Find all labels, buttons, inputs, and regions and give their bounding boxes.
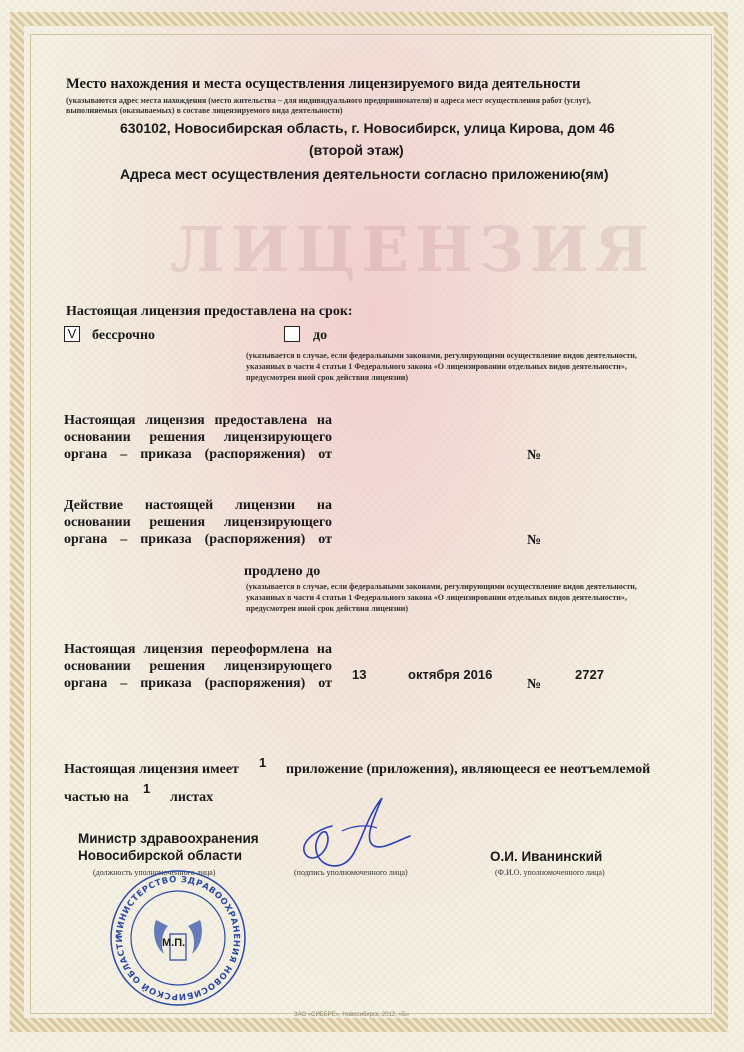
sheets-count: 1 [143, 781, 151, 796]
indefinite-checkbox: V [64, 326, 80, 342]
extended-note-line1: (указывается в случае, если федеральными законами, регулирующими осуществление видов деятельности, [246, 582, 637, 591]
extended-note-line3: предусмотрен иной срок действия лицензии) [246, 604, 409, 613]
reissued-number-label: № [527, 677, 542, 692]
address-line1: 630102, Новосибирская область, г. Новосибирск, улица Кирова, дом 46 [120, 120, 615, 136]
sheets-suffix: листах [170, 790, 214, 805]
address-line3: Адреса мест осуществления деятельности согласно приложению(ям) [120, 166, 609, 182]
extended-note-line2: указанных в части 4 статьи 1 Федерального закона «О лицензировании отдельных видов деятельности», [246, 593, 627, 602]
extended-number-label: № [527, 533, 542, 548]
extended-until-label: продлено до [244, 564, 321, 579]
position-line2: Новосибирской области [78, 848, 243, 863]
appendix-suffix: приложение (приложения), являющееся ее неотъемлемой [286, 762, 651, 777]
position-caption: (должность уполномоченного лица) [93, 868, 216, 877]
signature-caption: (подпись уполномоченного лица) [294, 868, 408, 877]
handwritten-signature [282, 786, 422, 876]
reissued-line1: Настоящая лицензия переоформлена на [64, 642, 332, 657]
name-caption: (Ф.И.О. уполномоченного лица) [495, 868, 605, 877]
svg-text:М.П.: М.П. [162, 937, 186, 949]
extended-line2: основании решения лицензирующего [64, 515, 332, 530]
extended-line3: органа – приказа (распоряжения) от [64, 532, 332, 547]
appendix-prefix: Настоящая лицензия имеет [64, 762, 239, 777]
granted-line3: органа – приказа (распоряжения) от [64, 447, 332, 462]
reissued-day: 13 [352, 667, 367, 682]
address-line2: (второй этаж) [309, 142, 404, 158]
term-note-line2: указанных в части 4 статьи 1 Федерального закона «О лицензировании отдельных видов деятельности», [246, 362, 627, 371]
extended-line1: Действие настоящей лицензии на [64, 498, 332, 513]
background-watermark: ЛИЦЕНЗИЯ [170, 213, 656, 286]
official-name: О.И. Иванинский [490, 849, 603, 864]
term-note-line3: предусмотрен иной срок действия лицензии) [246, 373, 409, 382]
reissued-line3: органа – приказа (распоряжения) от [64, 676, 332, 691]
granted-line1: Настоящая лицензия предоставлена на [64, 413, 332, 428]
until-label: до [313, 328, 328, 343]
term-note-line1: (указывается в случае, если федеральными законами, регулирующими осуществление видов деятельности, [246, 351, 637, 360]
printer-imprint: ЗАО «СИББРЕ», Новосибирск, 2012, «Б» [294, 1012, 410, 1018]
indefinite-label: бессрочно [92, 328, 156, 343]
reissued-line2: основании решения лицензирующего [64, 659, 332, 674]
location-note-line1: (указываются адрес места нахождения (место жительства – для индивидуального предпринимателя) и адреса мест осуществления работ (услуг), [66, 96, 591, 105]
granted-line2: основании решения лицензирующего [64, 430, 332, 445]
position-line1: Министр здравоохранения [78, 831, 259, 846]
reissued-number: 2727 [575, 667, 604, 682]
appendix-count: 1 [259, 755, 267, 770]
svg-text:МИНИСТЕРСТВО ЗДРАВООХРАНЕНИЯ Н: МИНИСТЕРСТВО ЗДРАВООХРАНЕНИЯ НОВОСИБИРСКОЙ ОБЛАСТИ [114, 874, 242, 1002]
official-seal [108, 868, 248, 1008]
term-heading: Настоящая лицензия предоставлена на срок: [66, 304, 353, 319]
location-heading: Место нахождения и места осуществления лицензируемого вида деятельности [66, 76, 581, 92]
location-note-line2: выполняемых (оказываемых) в составе лицензируемого вида деятельности) [66, 106, 343, 115]
sheets-prefix: частью на [64, 790, 129, 805]
reissued-month-year: октября 2016 [408, 667, 493, 682]
granted-number-label: № [527, 448, 542, 463]
until-checkbox [284, 326, 300, 342]
